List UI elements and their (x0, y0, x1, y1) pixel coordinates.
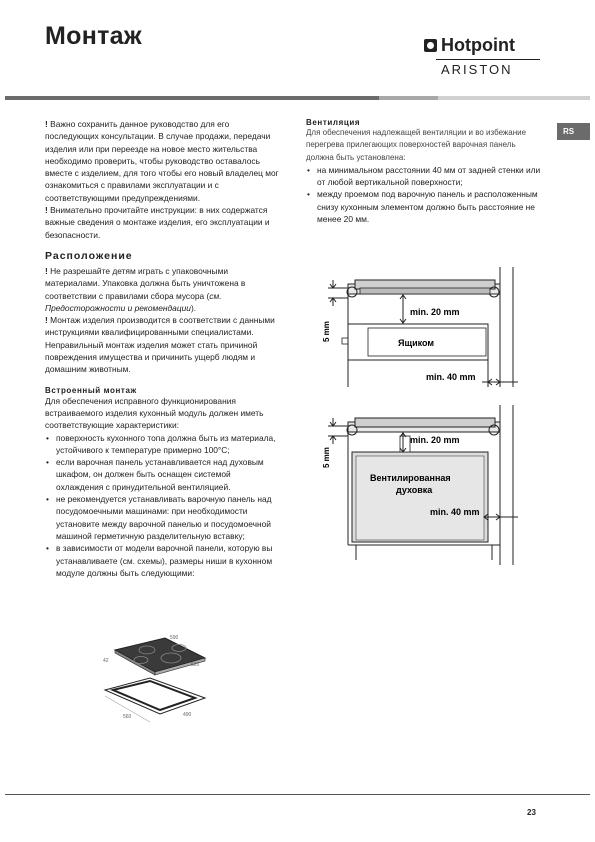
list-item: • если варочная панель устанавливается над духовым шкафом, он должен быть оснащен системой охлаждения с принудительной вентиляцией. (45, 456, 280, 493)
placement-text-1a: Не разрешайте детям играть с упаковочными материалами. Упаковка должна быть уничтожена в соответствии с правилами сбора мусора ( (45, 265, 246, 301)
oven-label-line-1: Вентилированная (370, 473, 451, 483)
intro-paragraph-1 (45, 118, 280, 204)
ventilation-list (306, 164, 541, 225)
placement-text-1b: ). (190, 302, 197, 313)
warning-mark: ! (45, 119, 48, 129)
builtin-list (45, 432, 280, 580)
list-item: • не рекомендуется устанавливать варочную панель над посудомоечными машинами: при необходимости установите между варочной панелью и посудомоечной машиной герметичную разделительную вставку; (45, 493, 280, 542)
builtin-intro: Для обеспечения исправного функционирования встраиваемого изделия кухонный модуль должен иметь соответствующие характеристики: (45, 395, 264, 431)
list-item: • на минимальном расстоянии 40 мм от задней стенки или от любой вертикальной поверхности; (306, 164, 541, 189)
oven-installation-diagram (300, 400, 540, 570)
dim-top-width: 590 (170, 635, 179, 641)
drawer-label: Ящиком (398, 338, 435, 348)
drawer-installation-diagram (300, 262, 540, 392)
placement-text-2: Монтаж изделия производится в соответствии с данными инструкциями квалифицированными специалистами. Неправильный монтаж изделия может стать причиной повреждения имущества и причинить ущерб людям и домашним животным. (45, 315, 275, 375)
right-column (306, 118, 541, 225)
header-divider-light (438, 96, 590, 100)
list-item: • в зависимости от модели варочной панели, которую вы устанавливаете (см. схемы), размеры ниши в кухонном модуле должны быть следующими: (45, 542, 280, 579)
dim-cut-depth: 490 (183, 712, 192, 718)
dim-height: 42 (103, 658, 109, 664)
footer-divider (5, 794, 590, 795)
hob-dimensions-diagram (95, 630, 215, 725)
ventilation-intro-2: перегрева прилегающих поверхностей варочная панель должна быть установлена: (306, 140, 516, 162)
warning-mark: ! (45, 205, 48, 216)
five-mm-label: 5 mm (322, 447, 331, 468)
list-item: • между проемом под варочную панель и расположенным снизу кухонным элементом должно быть расстояние не менее 20 мм. (306, 188, 541, 225)
min-20-label: min. 20 mm (410, 307, 460, 317)
dim-cut-width: 560 (123, 714, 132, 720)
builtin-heading: Встроенный монтаж (45, 385, 137, 395)
warning-mark: ! (45, 315, 48, 326)
placement-paragraph-1 (45, 265, 280, 314)
oven-label-line-2: духовка (396, 485, 433, 495)
brand-logo (424, 35, 544, 77)
header-divider (5, 96, 379, 100)
placement-italic-ref: см. Предосторожности и рекомендации (45, 290, 222, 313)
placement-paragraph-2 (45, 314, 280, 375)
min-20-label: min. 20 mm (410, 435, 460, 445)
intro-text-2: Внимательно прочитайте инструкции: в них содержатся важные сведения о монтаже изделия, его эксплуатации и безопасности. (45, 205, 270, 240)
ventilation-intro-1: Для обеспечения надлежащей вентиляции и во избежание (306, 128, 527, 137)
language-tab: RS (557, 123, 590, 140)
min-40-label: min. 40 mm (426, 372, 476, 382)
logo-sub-text: ARISTON (441, 62, 513, 77)
page-title: Монтаж (45, 22, 142, 50)
list-item: • поверхность кухонного топа должна быть из материала, устойчивого к температуре примерно 100°С; (45, 432, 280, 457)
intro-paragraph-2 (45, 204, 280, 241)
page-number: 23 (527, 808, 536, 817)
warning-mark: ! (45, 265, 48, 276)
header-divider-mid (379, 96, 438, 100)
dim-top-depth: 520 (191, 662, 200, 668)
five-mm-label: 5 mm (322, 321, 331, 342)
min-40-label: min. 40 mm (430, 507, 480, 517)
intro-text-1: Важно сохранить данное руководство для его последующих консультации. В случае продажи, передачи изделия или при переезде на новое место жительства необходимо проверить, чтобы руководство оставалось вместе с изделием, для того чтобы его новый владелец мог ознакомиться с правилами эксплуатации и с соответствующими предупреждениями. (45, 119, 279, 203)
placement-heading: Расположение (45, 249, 133, 262)
logo-brand-text: Hotpoint (441, 35, 515, 55)
hotpoint-logo-icon (424, 39, 437, 52)
left-column (45, 118, 280, 579)
ventilation-heading: Вентиляция (306, 118, 361, 127)
